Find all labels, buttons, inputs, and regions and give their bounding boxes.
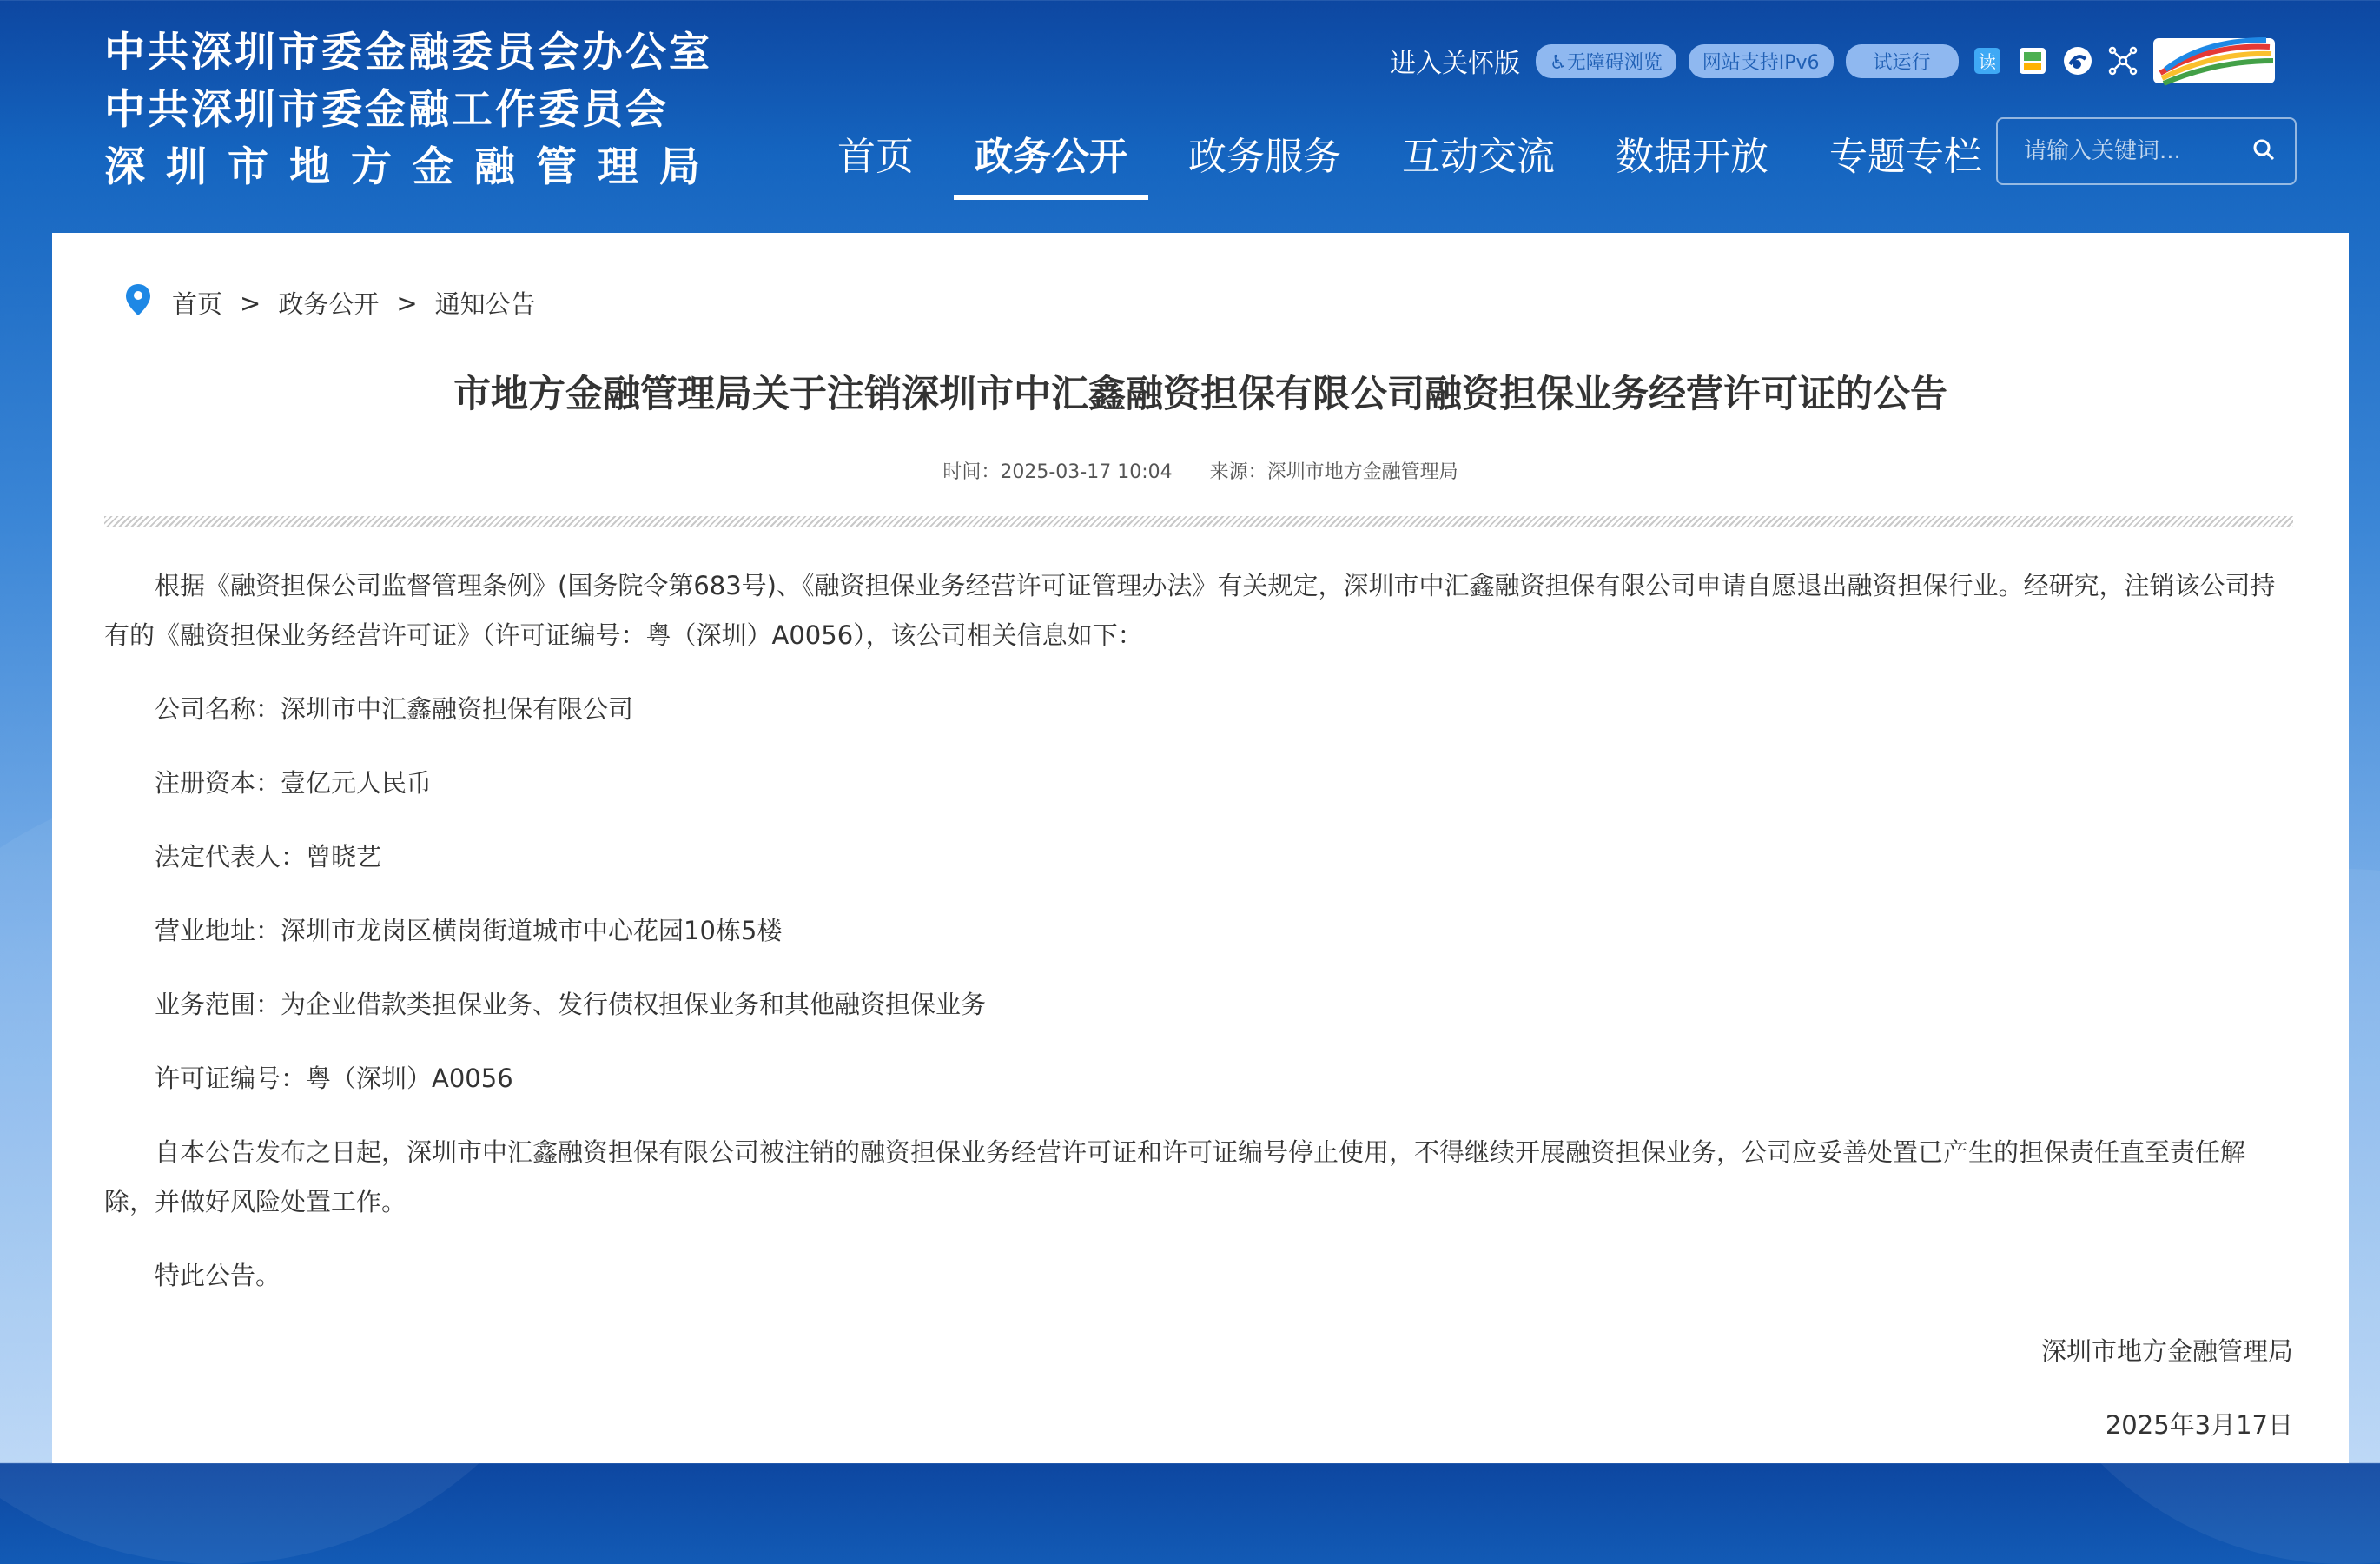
nav-home[interactable]: 首页: [837, 135, 914, 179]
accessibility-button[interactable]: [1536, 44, 1676, 78]
search-icon[interactable]: [2251, 137, 2276, 165]
top-links: [1390, 40, 2277, 82]
paragraph: 法定代表人：曾晓艺: [155, 842, 382, 871]
paragraph: 自本公告发布之日起，深圳市中汇鑫融资担保有限公司被注销的融资担保业务经营许可证和许可证编号停止使用，不得继续开展融资担保业务，公司应妥善处置已产生的担保责任直至责任解除，并做好风险处置工作。: [104, 1137, 2246, 1216]
breadcrumb-separator: >: [240, 288, 261, 318]
weibo-icon[interactable]: [2061, 44, 2094, 77]
nav-open-data[interactable]: 数据开放: [1616, 135, 1768, 179]
breadcrumb-separator: >: [396, 288, 418, 318]
article-title: 市地方金融管理局关于注销深圳市中汇鑫融资担保有限公司融资担保业务经营许可证的公告: [453, 373, 1947, 416]
accessibility-label: 无障碍浏览: [1566, 51, 1663, 74]
signature: 深圳市地方金融管理局: [2040, 1336, 2293, 1366]
article-time: 时间：2025-03-17 10:04: [942, 461, 1173, 483]
accessibility-icon: ♿: [1550, 51, 1567, 74]
ipv6-badge[interactable]: 网站支持IPv6: [1689, 44, 1834, 78]
search-input[interactable]: [1998, 137, 2251, 165]
nav-government-affairs[interactable]: 政务公开: [954, 111, 1148, 200]
breadcrumb-home[interactable]: 首页: [172, 289, 223, 319]
site-title-line-1: 中共深圳市委金融委员会办公室: [104, 29, 712, 76]
nav-government-services[interactable]: 政务服务: [1188, 135, 1341, 179]
paragraph: 根据《融资担保公司监督管理条例》(国务院令第683号)、《融资担保业务经营许可证管理办法》有关规定，深圳市中汇鑫融资担保有限公司申请自愿退出融资担保行业。经研究，注销该公司持有的《融资担保业务经营许可证》（许可证编号：粤（深圳）A0056），该公司相关信息如下：: [104, 571, 2276, 650]
search-box: [1996, 117, 2297, 185]
svg-text:读: 读: [1978, 51, 1996, 72]
paragraph: 特此公告。: [155, 1261, 281, 1290]
nav-special-topics[interactable]: 专题专栏: [1829, 135, 1982, 179]
site-title[interactable]: [104, 24, 721, 196]
article-body: [104, 561, 2293, 1475]
article-container: [52, 233, 2349, 1463]
share-icon[interactable]: [1971, 44, 2004, 77]
paragraph: 许可证编号：粤（深圳）A0056: [155, 1064, 513, 1093]
paragraph: 业务范围：为企业借款类担保业务、发行债权担保业务和其他融资担保业务: [155, 990, 987, 1019]
shenzhen-logo[interactable]: [2152, 35, 2277, 87]
breadcrumb: [125, 283, 536, 322]
care-mode-link[interactable]: 进入关怀版: [1390, 49, 1520, 79]
signature-date: 2025年3月17日: [2105, 1410, 2293, 1440]
paragraph: 公司名称：深圳市中汇鑫融资担保有限公司: [155, 694, 634, 724]
divider: [104, 516, 2293, 527]
paragraph: 营业地址：深圳市龙岗区横岗街道城市中心花园10栋5楼: [155, 916, 783, 945]
app-icon[interactable]: [2016, 44, 2049, 77]
nav-interaction[interactable]: 互动交流: [1402, 135, 1555, 179]
trial-run-badge[interactable]: 试运行: [1846, 44, 1959, 78]
location-pin-icon: [125, 283, 151, 322]
site-title-line-2: 中共深圳市委金融工作委员会: [104, 86, 669, 134]
site-title-line-3: 深圳市地方金融管理局: [104, 143, 721, 191]
breadcrumb-notices[interactable]: 通知公告: [434, 289, 536, 319]
site-header: [0, 0, 2380, 233]
breadcrumb-government-affairs[interactable]: 政务公开: [278, 289, 380, 319]
network-icon[interactable]: [2106, 44, 2139, 77]
article-source: 来源：深圳市地方金融管理局: [1209, 461, 1458, 483]
article-meta: [52, 457, 2349, 484]
paragraph: 注册资本：壹亿元人民币: [155, 768, 433, 798]
main-nav: [816, 111, 2022, 200]
